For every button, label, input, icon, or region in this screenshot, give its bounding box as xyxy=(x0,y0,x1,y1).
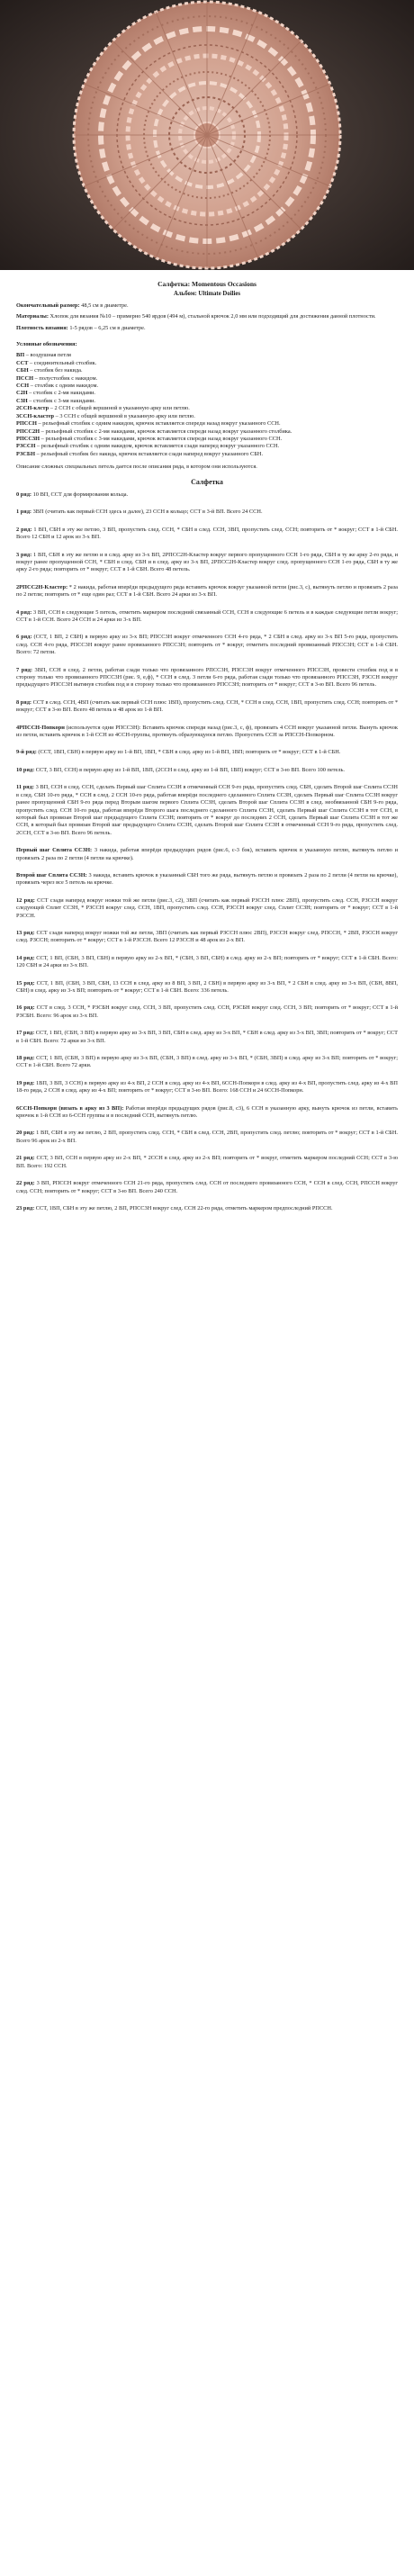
row-0: 0 ряд: 10 ВП, ССТ для формирования кольца. xyxy=(16,491,129,498)
stitch-note-popcorn: 4РПССН-Попкорн (используется одни РПСС3Н): Вставить крючок спереди назад (рис.3, с, ф), провязать 4 ССН вокруг указанной петли. Вынуть крючок из петли, вставить крючок в 1-й ССН из 4ССН-группы, протянуть образующуюся петлю. Пропустить ССН за РПССН-Попкорном. xyxy=(16,724,398,739)
detail-text: Хлопок для вязания №10 – примерно 540 ярдов (494 м), стальной крючок 2,0 мм или подходящий для достижения данной плотности. xyxy=(48,313,376,320)
row-12: 12 ряд: ССТ сзади наперед вокруг ножки той же петли (рис.3, с2), 3ВП (считать как первый РЗССН плюс 2ВП), пропустить след. ССН, РЗССН вокруг следующей Сплит ССЗН, * РЗССН вокруг след. ССН, 1ВП, пропустить след. ССН, РЗССН вокруг след. Сплит ССЗН; повторить от * вокруг; ССТ в 1-й РЗССН. xyxy=(16,896,398,919)
detail-label: Окончательный размер: xyxy=(16,302,80,309)
doily-photo xyxy=(0,0,414,270)
row-18: 18 ряд: ССТ, 1 ВП, (СБН, 3 ВП) в первую арку из 3-х ВП, (СБН, 3 ВП) в след. арку из 3-х ВП, * (СБН, 3ВП) в след. арку из 3-х ВП; повторить от * вокруг; ССТ в 1-й СБН. Всего 72 арки. xyxy=(16,1055,398,1069)
row-7: 7 ряд: 3ВП, ССН в след. 2 петли, работая сзади только что провязанного РПСС3Н, РПСС3Н вокруг отмеченного РПСС3Н, провести столбик под и в сторону только что провязанного РПСС3Н (рис. 9, е,ф), * ССН в след. 3 петли 6-го ряда, работая сзади только что провязанного РПСС3Н, РЗССН вокруг предыдущего РПСС3Н вытянув столбик под и в сторону только что провязанного РПСС3Н; повторить от * вокруг; ССТ в 3-ю ВП. Всего 96 петель. xyxy=(16,666,399,689)
pattern-document xyxy=(0,270,414,2576)
row-9: 9-й ряд: (ССТ, 1ВП, СБН) в первую арку из 1-й ВП, 1ВП, * СБН в след. арку из 1-й ВП, 1ВП; повторить от * вокруг; ССТ в 1-й СБН. xyxy=(16,749,341,756)
legend-item: С2Н – столбик с 2-мя накидами. xyxy=(16,390,96,397)
row-4: 4 ряд: 3 ВП, ССН в следующие 5 петель, отметить маркером последний связанный ССН, ССН в следующие 6 петель и в каждые следующие петли вокруг; ССТ в 1-й ССН. Всего 24 ССН и 24 арки из 3-х ВП. xyxy=(16,608,398,623)
row-15: 15 ряд: ССТ, 1 ВП, (СБН, 3 ВП, СБН, 13 ССН в след. арку из 8 ВП, 3 ВП, 2 СБН) в первую арку из 3-х ВП, * 2 СБН в след. арку из 3-х ВП, (СБН, 8ВП, СБН) в след. арку из 3-х ВП; повторить от * вокруг; ССТ в 1-й СБН. Всего: 336 петель. xyxy=(16,979,398,994)
row-11: 11 ряд: 3 ВП, ССН в след. ССН, сделать Первый шаг Сплита ССЗН в отмеченный ССН 9-го ряда, пропустить след. СБН, сделать Второй шаг Сплита ССЗН в след. СБН 10-го ряда, * ССН в след. 2 ССН 10-го ряда, работая вперёди последнего сделанного Сплита ССЗН, сделать Первый шаг Сплита ССЗН вокруг ранее пропущенной СБН 9-го ряда перед Вторым шагом первого Сплита ССЗН, сделать Второй шаг Сплита ССЗН в след. необвязанной СБН 9-го ряда, пропустить след. ССН 10-го ряда, работая вперёди Второго шага последнего сделанного Сплита ССЗН, сделать Первый шаг Сплита ССЗН в тот ССН, в который был провязан Второй шаг предыдущего Сплита ССЗН; повторить от * вокруг до последних 2 ССН, сделать Первый шаг Сплита ССЗН в тот же ССН, в который был провязан Второй шаг предыдущего Сплита ССЗН, сделать Второй шаг Сплита ССЗН в отмеченный ССН 9-го ряда, пропустить след. 2ССН, ССТ в 3-ю ВП. Всего 96 петель. xyxy=(16,784,398,836)
row-6: 6 ряд: (ССТ, 1 ВП, 2 СБН) в первую арку из 3-х ВП; РПСС3Н вокруг отмеченного ССН 4-го ряда, * 2 СБН в след. арку из 3-х ВП 5-го ряда, пропустить след. ССН 4-го ряда, РПСС3Н вокруг ранее провязанного РПСС3Н; повторить от * вокруг, отметить последний провязанный РПСС3Н; ССТ в 1-й СБН. Всего: 72 петли. xyxy=(16,634,398,656)
legend-note: Описание сложных специальных петель дается после описания ряда, в котором они используются. xyxy=(16,464,257,471)
row-20: 20 ряд: 1 ВП, СБН в эту же петлю, 2 ВП, пропустить след. ССН, * СБН в след. ССН, 2ВП, пропустить след. петлю; повторить от * вокруг; ССТ в 1-й СБН. Всего 96 арок из 2-х ВП. xyxy=(16,1130,398,1144)
detail-text: 48,5 см в диаметре. xyxy=(79,302,129,309)
stitch-note-split-first: Первый шаг Сплита ССЗН: 3 накида, работая вперёди предыдущих рядов (рис.6, с-3 бэк), вставить крючок в указанную петлю, вытянуть петлю и провязать 2 раза по 2 петли (4 петли на крючке). xyxy=(16,847,398,861)
pattern-title: Салфетка: Momentous Occasions xyxy=(158,280,256,288)
row-23: 23 ряд: ССТ, 1ВП, СБН в эту же петлю, 2 ВП, РПСС3Н вокруг след. ССН 22-го ряда, отметить маркером предпоследний РПССН. xyxy=(16,1204,333,1211)
row-1: 1 ряд: 3ВП (считать как первый ССН здесь и далее), 23 ССН в кольцо; ССТ в 3-й ВП. Всего 24 ССН. xyxy=(16,509,263,516)
legend-item: РЗСБН – рельефный столбик без накида, крючок вставляется сзади наперед вокруг указанного СБН. xyxy=(16,450,264,457)
legend-item: ССН – столбик с одним накидом. xyxy=(16,383,99,390)
legend-title: Условные обозначения: xyxy=(16,341,77,348)
legend-item: ССТ – соединительный столбик. xyxy=(16,359,97,366)
detail-text: 1-5 рядов – 6,25 см в диаметре. xyxy=(68,324,146,331)
detail-gauge xyxy=(16,325,398,332)
legend-item: РЗССН – рельефный столбик с одним накидом, крючок вставляется сзади наперед вокруг указанного ССН. xyxy=(16,443,280,450)
row-14: 14 ряд: ССТ, 1 ВП, (СБН, 3 ВП, СБН) в первую арку из 2-х ВП, * (СБН, 3 ВП, СБН) в след. арку из 2-х ВП; повторить от * вокруг; ССТ в 1-й СБН. Всего: 120 СБН и 24 арки из 3-х ВП. xyxy=(16,954,398,969)
legend-item: 2ССН-клстр – 2 ССН с общей вершиной в указанную арку или петлю. xyxy=(16,405,190,412)
section-title: Салфетка xyxy=(191,477,223,486)
row-3: 3 ряд: 1 ВП, СБН в эту же петлю и в след. арку из 3-х ВП, 2РПСС2Н-Кластер вокруг первого пропущенного ССН 1-го ряда, СБН в ту же арку 2-го ряда, и вокруг ранее пропущенной ССН, * СБН в след. СБН и в след. арку из 3-х ВП, 2РПСС2Н-Кластер вокруг след. пропущенного ССН 1-го ряда, СБН в ту же арку 2-го ряда; повторить от * вокруг; ССТ в 1-й СБН. Всего 48 петель. xyxy=(16,551,398,573)
stitch-note-split-second: Второй шаг Сплита ССЗН: 3 накида, вставить крючок в указанный СБН того же ряда, вытянуть петлю и провязать 2 раза по 2 петли (4 петли на крючке), провязать через все 5 петель на крючке. xyxy=(16,871,398,887)
row-19: 19 ряд: 1ВП, 3 ВП, 3 ССН) в первую арку из 4-х ВП, 2 ССН в след. арку из 4-х ВП, 6ССН-Попкорн в след. арку из 4-х ВП, пропустить след. арку из 4-х ВП 18-го ряда, 2 ССН в след. арку из 4-х ВП; повторить от * вокруг; ССТ в 3-ю ВП. Всего: 168 ССН и 24 6ССН-Попкорн. xyxy=(16,1079,398,1094)
legend-item: ПССН – полустолбик с накидом. xyxy=(16,374,98,382)
legend-item: 3ССН-кластер – 3 ССН с общей вершиной в указанную арку или петлю. xyxy=(16,412,195,419)
row-instructions xyxy=(16,491,398,1212)
row-21: 21 ряд: ССТ, 3 ВП, ССН в первую арку из 2-х ВП, * 2ССН в след. арку из 2-х ВП; повторить от * вокруг, отметить маркером последний ССН; ССТ в 3-ю ВП. Всего: 192 ССН. xyxy=(16,1155,398,1169)
album-name: Альбом: Ultimate Doilies xyxy=(173,291,241,298)
row-17: 17 ряд: ССТ, 1 ВП, (СБН, 3 ВП) в первую арку из 3-х ВП, 3 ВП, СБН в след. арку из 3-х ВП, * СБН в след. арку из 3-х ВП, 3ВП; повторить от * вокруг; ССТ в 1-й СБН. Всего: 72 арки из 3-х ВП. xyxy=(16,1030,398,1044)
row-22: 22 ряд: 3 ВП, РПССН вокруг отмеченного ССН 21-го ряда, пропустить след. ССН от последнего провязанного ССН, * ССН в след. ССН, РПССН вокруг след. ССН; повторить от * вокруг; ССТ в 3-ю ВП. Всего 240 ССН. xyxy=(16,1180,398,1194)
detail-materials xyxy=(16,313,398,320)
legend-item: РПСС3Н – рельефный столбик с 3-мя накидами, крючок вставляется спереди назад вокруг указанного ССН. xyxy=(16,435,283,442)
row-10: 10 ряд: ССТ, 3 ВП, ССН) в первую арку из 1-й ВП, 1ВП, (2ССН в след. арку из 1-й ВП, 1ВП) вокруг; ССТ в 3-ю ВП. Всего 100 петель. xyxy=(16,766,345,773)
row-2: 2 ряд: 1 ВП, СБН в эту же петлю, 3 ВП, пропустить след. ССН, * СБН в след. ССН, 3ВП, пропустить след. ССН; повторить от * вокруг; ССТ в 1-й СБН. Всего 12 СБН и 12 арок из 3-х ВП. xyxy=(16,526,398,541)
row-13: 13 ряд: ССТ сзади наперед вокруг ножки той же петли, 3ВП (считать как первый РЗССН плюс 2ВП), РЗССН вокруг след. РПССН, * 2ВП, РЗССН вокруг след. РЗССН; повторить от * вокруг; ССТ в 1-й РЗССН. Всего 12 РЗССН и 48 арок из 2-х ВП. xyxy=(16,929,398,944)
doily-lace xyxy=(74,2,340,268)
detail-label: Материалы: xyxy=(16,313,49,320)
stitch-note-6-popcorn: 6ССН-Попкорн (вязать в арку из 3 ВП): Работая вперёди предыдущих рядов (рис.8, с3), 6 ССН в указанную арку, вынуть крючок из петли, вставить крючок в 1-й ССН из 6-ССН группы и в последний ССН, вытянуть петлю. xyxy=(16,1104,398,1120)
legend-item: РПССН – рельефный столбик с одним накидом, крючок вставляется спереди назад вокруг указанного ССН. xyxy=(16,420,281,428)
legend-item: РПСС2Н – рельефный столбик с 2-мя накидами, крючок вставляется спереди назад вокруг указанного столбика. xyxy=(16,428,292,435)
legend-list xyxy=(16,352,398,458)
detail-label: Плотность вязания: xyxy=(16,324,68,331)
stitch-note-cluster: 2РПСС2Н-Кластер: * 2 накида, работая вперёди предыдущего ряда вставить крючок вокруг указанной петли (рис.3, с), вытянуть петлю и провязать 2 раза по 2 петли; повторить от * еще один раз; ССТ в 1-й СБН. Всего 24 арки из 3-х ВП. xyxy=(16,583,398,599)
detail-size xyxy=(16,302,398,310)
legend-item: СБН – столбик без накида. xyxy=(16,367,83,374)
row-8: 8 ряд: ССТ в след. ССН, 4ВП (считать как первый ССН плюс 1ВП), пропустить след. ССН, * ССН в след. ССН, 1ВП, пропустить след. ССН; повторить от * вокруг; ССТ в 3-ю ВП. Всего 48 петель и 48 арок из 1-й ВП. xyxy=(16,698,398,714)
legend-item: ВП – воздушная петля xyxy=(16,352,71,359)
row-16: 16 ряд: ССТ в след. 3 ССН, * РЗСБН вокруг след. ССН, 3 ВП, пропустить след. ССН, РЗСБН вокруг след. ССН, 3 ВП; повторить от * вокруг; ССТ в 1-й РЗСБН. Всего: 96 арок из 3-х ВП. xyxy=(16,1004,398,1019)
legend-item: С3Н – столбик с 3-мя накидами. xyxy=(16,397,96,404)
